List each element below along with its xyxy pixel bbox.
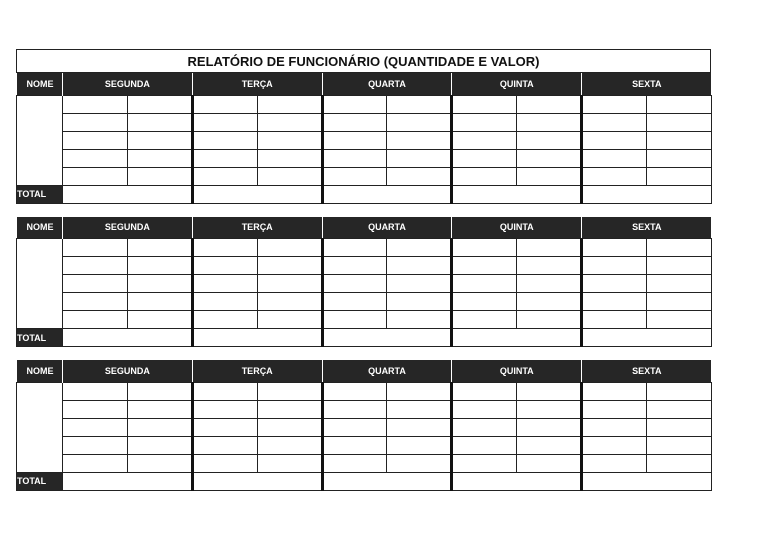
quantity-cell[interactable] — [582, 418, 647, 436]
entry-row — [17, 400, 712, 418]
quantity-cell[interactable] — [582, 149, 647, 167]
value-cell[interactable] — [257, 239, 322, 257]
value-cell[interactable] — [127, 311, 192, 329]
quantity-cell[interactable] — [452, 239, 517, 257]
day-total-cell[interactable] — [322, 472, 452, 490]
value-cell[interactable] — [127, 293, 192, 311]
value-cell[interactable] — [517, 275, 582, 293]
entry-row — [17, 418, 712, 436]
value-cell[interactable] — [257, 95, 322, 113]
quantity-cell[interactable] — [63, 257, 128, 275]
value-cell[interactable] — [127, 454, 192, 472]
day-total-cell[interactable] — [322, 185, 452, 203]
value-cell[interactable] — [517, 454, 582, 472]
value-cell[interactable] — [517, 418, 582, 436]
quantity-cell[interactable] — [322, 311, 387, 329]
value-cell[interactable] — [127, 131, 192, 149]
total-label: TOTAL — [17, 472, 63, 490]
quantity-cell[interactable] — [452, 436, 517, 454]
value-cell[interactable] — [127, 95, 192, 113]
quantity-cell[interactable] — [582, 311, 647, 329]
quantity-cell[interactable] — [63, 131, 128, 149]
block-spacer — [16, 347, 711, 360]
day-total-cell[interactable] — [582, 329, 712, 347]
day-total-cell[interactable] — [452, 329, 582, 347]
value-cell[interactable] — [647, 400, 712, 418]
value-cell[interactable] — [647, 239, 712, 257]
quantity-cell[interactable] — [192, 275, 257, 293]
quantity-cell[interactable] — [452, 167, 517, 185]
quantity-cell[interactable] — [322, 131, 387, 149]
quantity-cell[interactable] — [192, 149, 257, 167]
value-cell[interactable] — [647, 131, 712, 149]
quantity-cell[interactable] — [192, 418, 257, 436]
day-header: QUINTA — [452, 360, 582, 382]
quantity-cell[interactable] — [322, 257, 387, 275]
value-cell[interactable] — [517, 257, 582, 275]
quantity-cell[interactable] — [582, 167, 647, 185]
value-cell[interactable] — [257, 275, 322, 293]
entry-row — [17, 382, 712, 400]
day-total-cell[interactable] — [192, 185, 322, 203]
value-cell[interactable] — [647, 167, 712, 185]
quantity-cell[interactable] — [322, 239, 387, 257]
quantity-cell[interactable] — [63, 275, 128, 293]
value-cell[interactable] — [127, 382, 192, 400]
quantity-cell[interactable] — [322, 113, 387, 131]
value-cell[interactable] — [127, 257, 192, 275]
quantity-cell[interactable] — [322, 275, 387, 293]
day-header: SEGUNDA — [63, 73, 193, 95]
day-header: QUINTA — [452, 217, 582, 239]
quantity-cell[interactable] — [63, 418, 128, 436]
quantity-cell[interactable] — [322, 293, 387, 311]
day-header: QUARTA — [322, 217, 452, 239]
value-cell[interactable] — [127, 400, 192, 418]
quantity-cell[interactable] — [322, 418, 387, 436]
value-cell[interactable] — [517, 131, 582, 149]
value-cell[interactable] — [517, 293, 582, 311]
value-cell[interactable] — [517, 167, 582, 185]
quantity-cell[interactable] — [192, 239, 257, 257]
quantity-cell[interactable] — [192, 257, 257, 275]
quantity-cell[interactable] — [192, 167, 257, 185]
day-total-cell[interactable] — [582, 472, 712, 490]
value-cell[interactable] — [647, 418, 712, 436]
value-cell[interactable] — [387, 257, 452, 275]
value-cell[interactable] — [257, 400, 322, 418]
quantity-cell[interactable] — [582, 257, 647, 275]
value-cell[interactable] — [647, 454, 712, 472]
quantity-cell[interactable] — [582, 454, 647, 472]
quantity-cell[interactable] — [322, 454, 387, 472]
value-cell[interactable] — [387, 311, 452, 329]
quantity-cell[interactable] — [63, 95, 128, 113]
quantity-cell[interactable] — [63, 311, 128, 329]
value-cell[interactable] — [387, 454, 452, 472]
quantity-cell[interactable] — [192, 95, 257, 113]
value-cell[interactable] — [647, 95, 712, 113]
day-header: SEXTA — [582, 217, 712, 239]
value-cell[interactable] — [127, 239, 192, 257]
quantity-cell[interactable] — [322, 436, 387, 454]
value-cell[interactable] — [257, 257, 322, 275]
quantity-cell[interactable] — [322, 95, 387, 113]
day-header: SEGUNDA — [63, 217, 193, 239]
value-cell[interactable] — [647, 257, 712, 275]
quantity-cell[interactable] — [452, 382, 517, 400]
value-cell[interactable] — [257, 113, 322, 131]
report-blocks — [16, 73, 711, 491]
quantity-cell[interactable] — [192, 293, 257, 311]
value-cell[interactable] — [127, 149, 192, 167]
quantity-cell[interactable] — [192, 454, 257, 472]
value-cell[interactable] — [647, 382, 712, 400]
value-cell[interactable] — [647, 293, 712, 311]
quantity-cell[interactable] — [63, 113, 128, 131]
value-cell[interactable] — [647, 275, 712, 293]
value-cell[interactable] — [517, 113, 582, 131]
quantity-cell[interactable] — [452, 257, 517, 275]
name-column-header: NOME — [17, 73, 63, 95]
quantity-cell[interactable] — [63, 239, 128, 257]
value-cell[interactable] — [257, 382, 322, 400]
quantity-cell[interactable] — [582, 293, 647, 311]
value-cell[interactable] — [517, 311, 582, 329]
quantity-cell[interactable] — [63, 149, 128, 167]
value-cell[interactable] — [387, 418, 452, 436]
quantity-cell[interactable] — [192, 400, 257, 418]
day-header: SEGUNDA — [63, 360, 193, 382]
report-title: RELATÓRIO DE FUNCIONÁRIO (QUANTIDADE E VALOR) — [16, 49, 711, 73]
employee-name-cell[interactable] — [17, 239, 63, 329]
quantity-cell[interactable] — [322, 400, 387, 418]
quantity-cell[interactable] — [322, 167, 387, 185]
value-cell[interactable] — [647, 113, 712, 131]
day-total-cell[interactable] — [63, 329, 193, 347]
quantity-cell[interactable] — [63, 436, 128, 454]
quantity-cell[interactable] — [192, 131, 257, 149]
quantity-cell[interactable] — [452, 400, 517, 418]
value-cell[interactable] — [257, 293, 322, 311]
value-cell[interactable] — [517, 400, 582, 418]
entry-row — [17, 257, 712, 275]
quantity-cell[interactable] — [582, 275, 647, 293]
employee-block-2 — [16, 217, 712, 348]
quantity-cell[interactable] — [322, 382, 387, 400]
entry-row — [17, 167, 712, 185]
employee-block-3 — [16, 360, 712, 491]
quantity-cell[interactable] — [452, 113, 517, 131]
value-cell[interactable] — [127, 167, 192, 185]
quantity-cell[interactable] — [192, 382, 257, 400]
quantity-cell[interactable] — [452, 311, 517, 329]
total-label: TOTAL — [17, 185, 63, 203]
value-cell[interactable] — [387, 275, 452, 293]
value-cell[interactable] — [257, 418, 322, 436]
quantity-cell[interactable] — [582, 113, 647, 131]
day-header: SEXTA — [582, 73, 712, 95]
quantity-cell[interactable] — [63, 454, 128, 472]
quantity-cell[interactable] — [452, 95, 517, 113]
quantity-cell[interactable] — [582, 436, 647, 454]
value-cell[interactable] — [127, 436, 192, 454]
quantity-cell[interactable] — [452, 131, 517, 149]
day-header: QUARTA — [322, 73, 452, 95]
day-header: TERÇA — [192, 217, 322, 239]
value-cell[interactable] — [517, 95, 582, 113]
quantity-cell[interactable] — [192, 113, 257, 131]
quantity-cell[interactable] — [582, 95, 647, 113]
entry-row — [17, 95, 712, 113]
quantity-cell[interactable] — [452, 149, 517, 167]
value-cell[interactable] — [647, 436, 712, 454]
name-column-header: NOME — [17, 360, 63, 382]
value-cell[interactable] — [517, 436, 582, 454]
value-cell[interactable] — [517, 382, 582, 400]
entry-row — [17, 149, 712, 167]
value-cell[interactable] — [387, 382, 452, 400]
day-total-cell[interactable] — [63, 185, 193, 203]
employee-name-cell[interactable] — [17, 382, 63, 472]
entry-row — [17, 293, 712, 311]
report-sheet — [16, 49, 711, 491]
value-cell[interactable] — [257, 454, 322, 472]
quantity-cell[interactable] — [192, 436, 257, 454]
value-cell[interactable] — [517, 239, 582, 257]
value-cell[interactable] — [387, 436, 452, 454]
quantity-cell[interactable] — [452, 454, 517, 472]
quantity-cell[interactable] — [63, 400, 128, 418]
day-header: TERÇA — [192, 73, 322, 95]
total-row — [17, 329, 712, 347]
day-total-cell[interactable] — [63, 472, 193, 490]
day-header: SEXTA — [582, 360, 712, 382]
quantity-cell[interactable] — [63, 167, 128, 185]
total-row — [17, 185, 712, 203]
value-cell[interactable] — [387, 167, 452, 185]
value-cell[interactable] — [257, 167, 322, 185]
value-cell[interactable] — [257, 311, 322, 329]
quantity-cell[interactable] — [582, 131, 647, 149]
day-total-cell[interactable] — [322, 329, 452, 347]
quantity-cell[interactable] — [582, 382, 647, 400]
quantity-cell[interactable] — [452, 275, 517, 293]
value-cell[interactable] — [387, 131, 452, 149]
day-total-cell[interactable] — [582, 185, 712, 203]
entry-row — [17, 275, 712, 293]
value-cell[interactable] — [387, 239, 452, 257]
entry-row — [17, 454, 712, 472]
day-total-cell[interactable] — [452, 472, 582, 490]
day-total-cell[interactable] — [192, 472, 322, 490]
entry-row — [17, 131, 712, 149]
day-header: QUINTA — [452, 73, 582, 95]
value-cell[interactable] — [257, 131, 322, 149]
value-cell[interactable] — [127, 275, 192, 293]
quantity-cell[interactable] — [452, 293, 517, 311]
value-cell[interactable] — [647, 149, 712, 167]
day-total-cell[interactable] — [452, 185, 582, 203]
employee-block-1 — [16, 73, 712, 204]
value-cell[interactable] — [647, 311, 712, 329]
name-column-header: NOME — [17, 217, 63, 239]
quantity-cell[interactable] — [192, 311, 257, 329]
entry-row — [17, 113, 712, 131]
day-total-cell[interactable] — [192, 329, 322, 347]
value-cell[interactable] — [127, 113, 192, 131]
quantity-cell[interactable] — [63, 382, 128, 400]
total-label: TOTAL — [17, 329, 63, 347]
value-cell[interactable] — [387, 95, 452, 113]
quantity-cell[interactable] — [452, 418, 517, 436]
entry-row — [17, 239, 712, 257]
value-cell[interactable] — [387, 293, 452, 311]
quantity-cell[interactable] — [582, 239, 647, 257]
quantity-cell[interactable] — [322, 149, 387, 167]
value-cell[interactable] — [387, 149, 452, 167]
day-header: QUARTA — [322, 360, 452, 382]
value-cell[interactable] — [387, 400, 452, 418]
day-header: TERÇA — [192, 360, 322, 382]
value-cell[interactable] — [517, 149, 582, 167]
value-cell[interactable] — [387, 113, 452, 131]
value-cell[interactable] — [257, 436, 322, 454]
quantity-cell[interactable] — [582, 400, 647, 418]
value-cell[interactable] — [257, 149, 322, 167]
block-spacer — [16, 204, 711, 217]
entry-row — [17, 436, 712, 454]
quantity-cell[interactable] — [63, 293, 128, 311]
entry-row — [17, 311, 712, 329]
employee-name-cell[interactable] — [17, 95, 63, 185]
value-cell[interactable] — [127, 418, 192, 436]
total-row — [17, 472, 712, 490]
